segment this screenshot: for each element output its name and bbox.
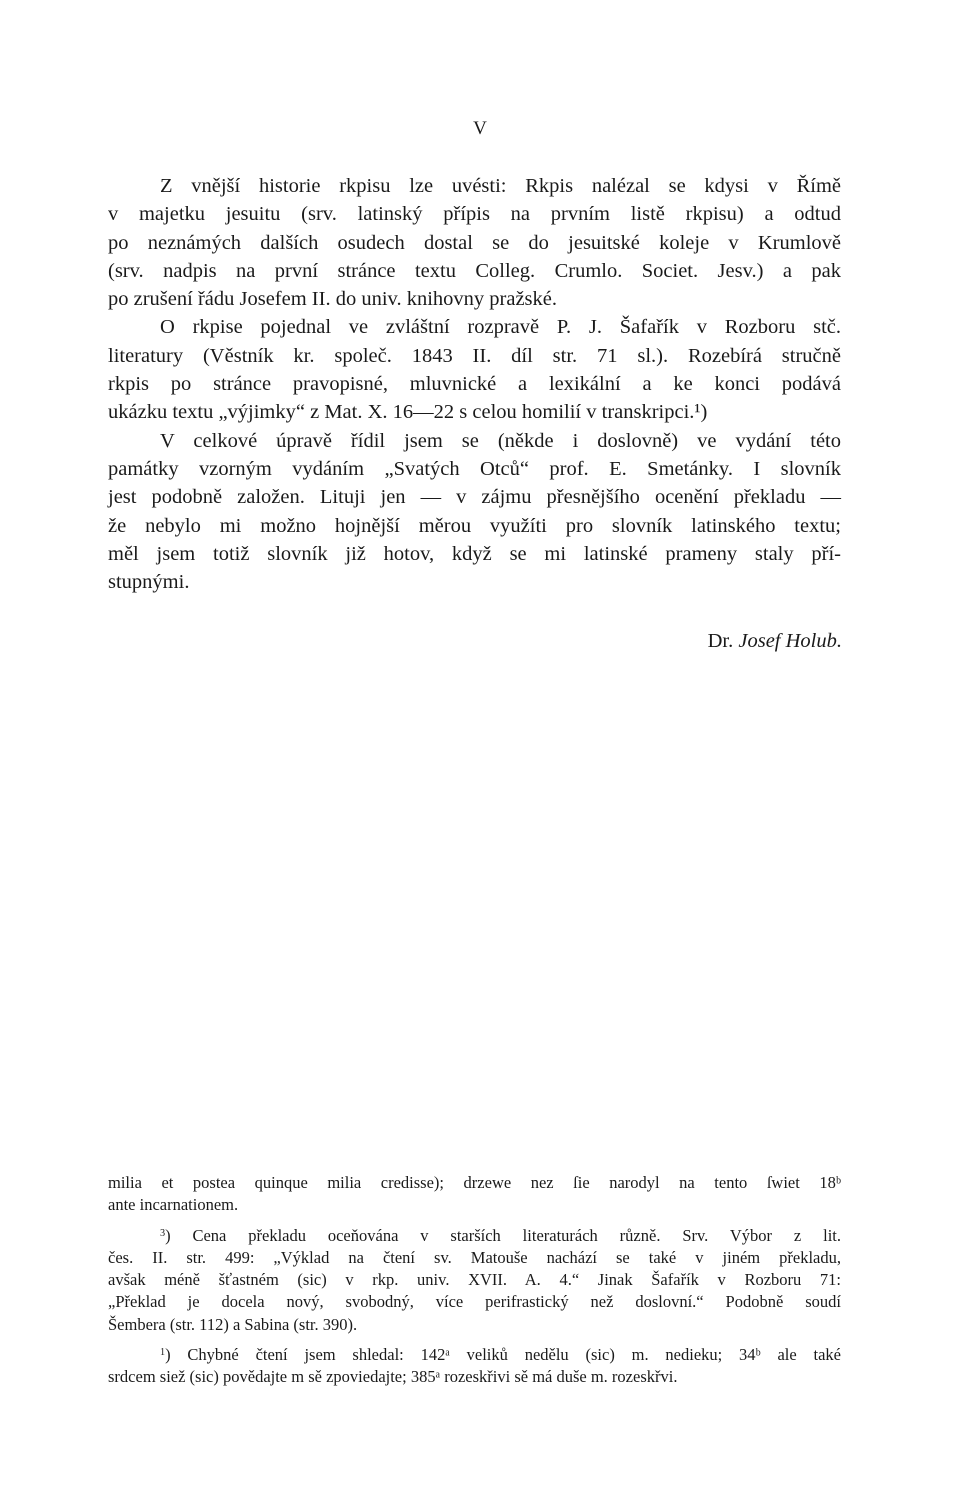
footnote-line: čes. II. str. 499: „Výklad na čtení sv. Matouše nachází se také v jiném překladu,	[108, 1247, 841, 1267]
text-line: V celkové úpravě řídil jsem se (někde i doslovně) ve vydání této	[160, 429, 841, 452]
main-text	[108, 172, 841, 596]
footnote-line: milia et postea quinque milia credisse); drzewe nez ſie narodyl na tento ſwiet 18ᵇ	[108, 1173, 841, 1192]
text-line: po zrušení řádu Josefem II. do univ. knihovny pražské.	[108, 288, 557, 311]
footnote-text: ) Cena překladu oceňována v starších literaturách různě. Srv. Výbor z lit.	[165, 1225, 841, 1245]
paragraph-provenance	[108, 172, 841, 313]
signature-title: Dr.	[707, 630, 734, 652]
paragraph-literature	[108, 313, 841, 426]
footnote-line: Šembera (str. 112) a Sabina (str. 390).	[108, 1314, 358, 1334]
footnote-text: ) Chybné čtení jsem shledal: 142ᵃ veliků nedělu (sic) m. nedieku; 34ᵇ ale také	[165, 1345, 841, 1365]
text-line: Z vnější historie rkpisu lze uvésti: Rkpis nalézal se kdysi v Římě	[160, 175, 841, 197]
footnote-line: „Překlad je docela nový, svobodný, více perifrastický než doslovní.“ Podobně soudí	[108, 1292, 841, 1312]
footnote-line: ante incarnationem.	[108, 1195, 239, 1215]
signature-name: Josef Holub.	[738, 630, 842, 652]
signature	[708, 630, 842, 653]
text-line: památky vzorným vydáním „Svatých Otců“ prof. E. Smetánky. I slovník	[108, 457, 841, 480]
footnote-line: srdcem siež (sic) povědajte m sě zpoviedajte; 385ᵃ rozeskřivi sě má duše m. rozeskřvi.	[108, 1367, 678, 1387]
footnote-3	[108, 1225, 841, 1336]
text-line: měl jsem totiž slovník již hotov, když se mi latinské prameny staly pří-	[108, 542, 841, 565]
footnote-line: avšak méně šťastném (sic) v rkp. univ. XVII. A. 4.“ Jinak Šafařík v Rozboru 71:	[108, 1270, 841, 1290]
page-number: V	[473, 118, 487, 139]
footnote-line	[108, 1225, 841, 1247]
footnote-line	[108, 1344, 841, 1366]
text-line: že nebylo mi možno hojnější měrou využíti pro slovník latinského textu;	[108, 514, 841, 537]
footnote-marker: 3	[160, 1227, 166, 1239]
text-line: rkpis po stránce pravopisné, mluvnické a lexikální a ke konci podává	[108, 373, 841, 396]
paragraph-edition	[108, 427, 841, 597]
text-line: ukázku textu „výjimky“ z Mat. X. 16—22 s celou homilií v transkripci.¹)	[108, 401, 708, 424]
footnote-continuation	[108, 1172, 841, 1217]
footnote-1	[108, 1344, 841, 1389]
text-line: jest podobně založen. Lituji jen — v zájmu přesnějšího ocenění překladu —	[108, 486, 841, 509]
text-line: po neznámých dalších osudech dostal se do jesuitské koleje v Krumlově	[108, 231, 841, 254]
text-line: literatury (Věstník kr. společ. 1843 II. díl str. 71 sl.). Rozebírá stručně	[108, 344, 841, 367]
text-line: stupnými.	[108, 571, 190, 594]
footnote-marker: 1	[160, 1346, 166, 1358]
footnotes	[108, 1172, 841, 1389]
text-line: v majetku jesuitu (srv. latinský přípis na prvním listě rkpisu) a odtud	[108, 203, 841, 226]
text-line: (srv. nadpis na první stránce textu Colleg. Crumlo. Societ. Jesv.) a pak	[108, 259, 841, 282]
text-line: O rkpise pojednal ve zvláštní rozpravě P. J. Šafařík v Rozboru stč.	[160, 316, 841, 339]
